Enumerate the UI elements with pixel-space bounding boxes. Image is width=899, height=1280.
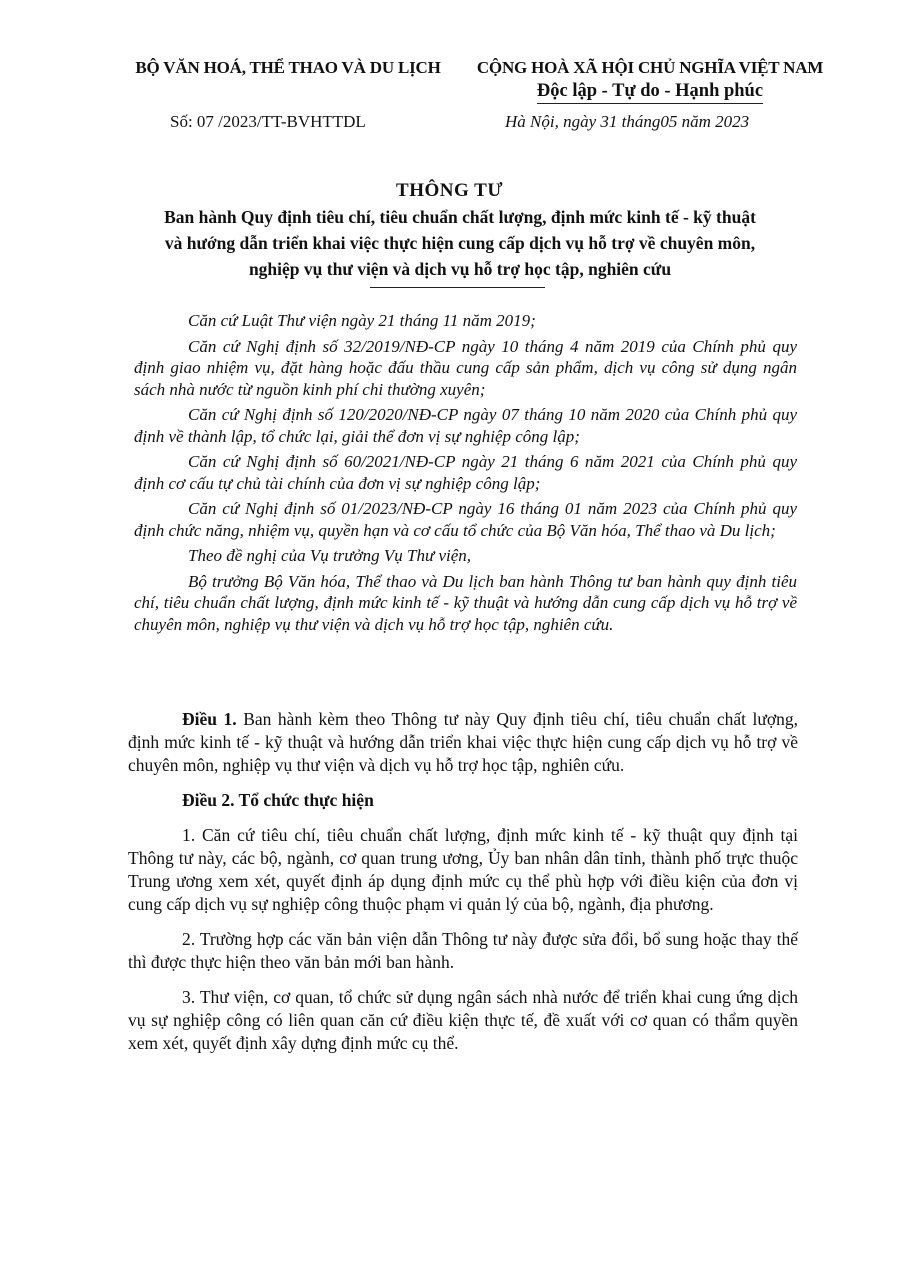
article-1-text: Ban hành kèm theo Thông tư này Quy định tiêu chí, tiêu chuẩn chất lượng, định mức kinh tế - kỹ thuật và hướng dẫn triển khai việc thực hiện cung cấp dịch vụ hỗ trợ về chuyên môn, nghiệp vụ thư viện và dịch vụ hỗ trợ học tập, nghiên cứu. — [128, 709, 799, 775]
ministry-name: BỘ VĂN HOÁ, THỂ THAO VÀ DU LỊCH — [135, 58, 441, 77]
subtitle-line: Ban hành Quy định tiêu chí, tiêu chuẩn chất lượng, định mức kinh tế - kỹ thuật — [164, 207, 756, 227]
subtitle-line: nghiệp vụ thư viện và dịch vụ hỗ trợ học tập, nghiên cứu — [248, 259, 672, 279]
article-2-item: 1. Căn cứ tiêu chí, tiêu chuẩn chất lượng, định mức kinh tế - kỹ thuật quy định tại Thông tư này, các bộ, ngành, cơ quan trung ương, Ủy ban nhân dân tỉnh, thành phố trực thuộc Trung ương xem xét, quyết định áp dụng định mức cụ thể phù hợp với điều kiện của đơn vị cung cấp dịch vụ sự nghiệp công thuộc phạm vi quản lý của bộ, ngành, địa phương. — [128, 825, 798, 914]
article-2-item: 3. Thư viện, cơ quan, tổ chức sử dụng ngân sách nhà nước để triển khai cung ứng dịch vụ sự nghiệp công có liên quan căn cứ điều kiện thực tế, đề xuất với cơ quan có thẩm quyền xem xét, quyết định xây dựng định mức cụ thể. — [128, 987, 798, 1053]
legal-basis: Căn cứ Luật Thư viện ngày 21 tháng 11 năm 2019; — [188, 311, 536, 330]
title-divider — [370, 287, 545, 288]
legal-basis: Căn cứ Nghị định số 32/2019/NĐ-CP ngày 10 tháng 4 năm 2019 của Chính phủ quy định giao nhiệm vụ, đặt hàng hoặc đấu thầu cung cấp sản phẩm, dịch vụ công sử dụng ngân sách nhà nước từ nguồn kinh phí chi thường xuyên; — [134, 336, 797, 399]
subtitle-line: và hướng dẫn triển khai việc thực hiện cung cấp dịch vụ hỗ trợ về chuyên môn, — [164, 233, 756, 253]
national-header — [465, 58, 835, 104]
article-2-heading: Điều 2. Tổ chức thực hiện — [182, 790, 374, 810]
legal-basis: Căn cứ Nghị định số 120/2020/NĐ-CP ngày 07 tháng 10 năm 2020 của Chính phủ quy định về thành lập, tổ chức lại, giải thể đơn vị sự nghiệp công lập; — [134, 405, 797, 446]
legal-basis: Căn cứ Nghị định số 60/2021/NĐ-CP ngày 21 tháng 6 năm 2021 của Chính phủ quy định cơ cấu tự chủ tài chính của đơn vị sự nghiệp công lập; — [134, 452, 797, 493]
document-body — [128, 708, 798, 1067]
legal-basis: Căn cứ Nghị định số 01/2023/NĐ-CP ngày 16 tháng 01 năm 2023 của Chính phủ quy định chức năng, nhiệm vụ, quyền hạn và cơ cấu tổ chức của Bộ Văn hóa, Thể thao và Du lịch; — [134, 499, 797, 540]
document-subtitle — [120, 204, 800, 282]
article-1 — [128, 708, 798, 777]
document-number: Số: 07 /2023/TT-BVHTTDL — [170, 112, 366, 131]
document-title: THÔNG TƯ — [396, 180, 503, 201]
legal-basis: Theo đề nghị của Vụ trưởng Vụ Thư viện, — [188, 546, 472, 565]
issuing-agency — [128, 58, 448, 78]
country-name: CỘNG HOÀ XÃ HỘI CHỦ NGHĨA VIỆT NAM — [476, 58, 824, 77]
legal-bases — [134, 310, 797, 639]
national-motto: Độc lập - Tự do - Hạnh phúc — [537, 81, 763, 104]
article-2-item: 2. Trường hợp các văn bản viện dẫn Thông tư này được sửa đổi, bổ sung hoặc thay thế thì được thực hiện theo văn bản mới ban hành. — [128, 929, 798, 972]
legal-basis: Bộ trưởng Bộ Văn hóa, Thể thao và Du lịch ban hành Thông tư ban hành quy định tiêu chí, tiêu chuẩn chất lượng, định mức kinh tế - kỹ thuật và hướng dẫn cung cấp dịch vụ hỗ trợ về chuyên môn, nghiệp vụ thư viện và dịch vụ hỗ trợ học tập, nghiên cứu. — [134, 571, 797, 634]
document-date: Hà Nội, ngày 31 tháng05 năm 2023 — [505, 112, 750, 131]
article-1-label: Điều 1. — [182, 709, 237, 729]
